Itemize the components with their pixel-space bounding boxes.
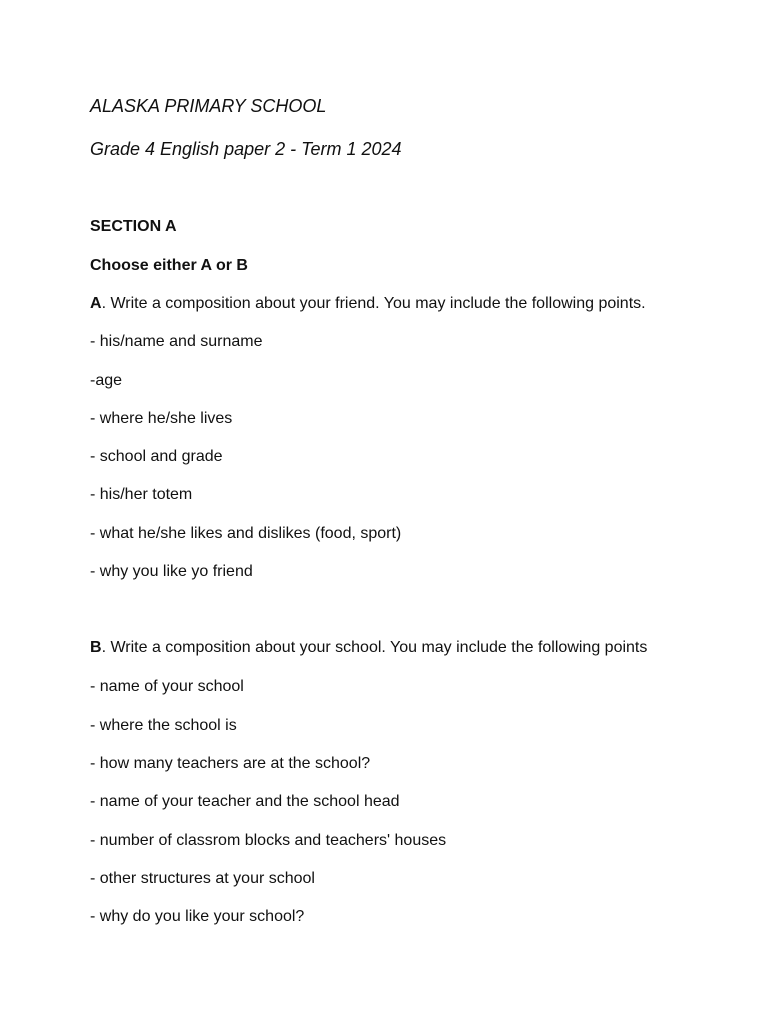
option-b-point: - where the school is bbox=[90, 717, 237, 734]
option-b-point: - name of your school bbox=[90, 678, 244, 695]
option-a-prompt-text: . Write a composition about your friend. You may include the following points. bbox=[101, 295, 646, 312]
section-instruction: Choose either A or B bbox=[90, 257, 248, 274]
option-a-label: A bbox=[90, 295, 102, 312]
option-b-point: - number of classrom blocks and teachers' houses bbox=[90, 832, 447, 849]
option-b-prompt bbox=[90, 638, 647, 658]
option-a-point: - his/name and surname bbox=[90, 333, 263, 350]
option-a-point: - why you like yo friend bbox=[90, 563, 253, 580]
section-heading: SECTION A bbox=[90, 218, 177, 235]
paper-title: Grade 4 English paper 2 - Term 1 2024 bbox=[90, 139, 402, 159]
option-b-point: - how many teachers are at the school? bbox=[90, 755, 371, 772]
option-a-point: - where he/she lives bbox=[90, 410, 233, 427]
option-a-point: - his/her totem bbox=[90, 486, 193, 503]
option-a-point: - what he/she likes and dislikes (food, sport) bbox=[90, 525, 402, 542]
option-b-prompt-text: . Write a composition about your school. You may include the following points bbox=[101, 639, 648, 656]
option-a-prompt bbox=[90, 294, 646, 314]
option-a-point: -age bbox=[90, 372, 123, 389]
option-a-point: - school and grade bbox=[90, 448, 223, 465]
option-b-point: - why do you like your school? bbox=[90, 908, 305, 925]
option-b-point: - name of your teacher and the school head bbox=[90, 793, 400, 810]
school-name: ALASKA PRIMARY SCHOOL bbox=[90, 96, 327, 116]
option-b-point: - other structures at your school bbox=[90, 870, 315, 887]
option-b-label: B bbox=[90, 639, 102, 656]
